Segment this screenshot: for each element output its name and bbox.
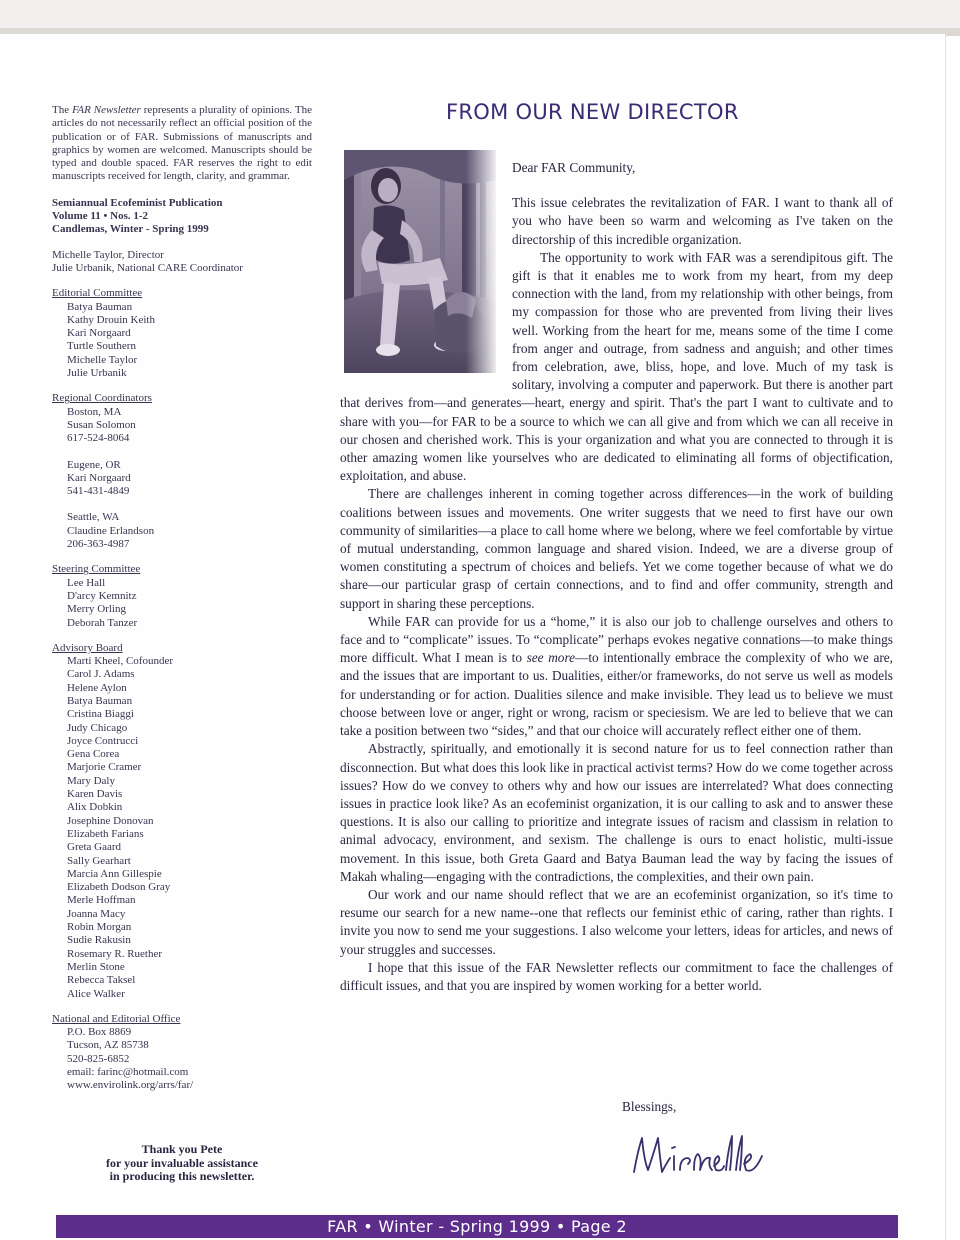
region-phone: 206-363-4987 xyxy=(67,538,130,551)
member-name: Josephine Donovan xyxy=(67,814,154,827)
member-name: Kari Norgaard xyxy=(67,327,131,340)
member-name: Lee Hall xyxy=(67,576,106,589)
masthead-column xyxy=(52,104,312,1093)
member-name: Marti Kheel, Cofounder xyxy=(67,655,173,668)
photo-wrap-space xyxy=(340,159,512,389)
member-name: Rebecca Taksel xyxy=(67,974,136,987)
steering-committee xyxy=(52,563,312,629)
member-name: Alice Walker xyxy=(67,987,125,1000)
region-coordinator: Susan Solomon xyxy=(67,418,136,431)
member-name: Julie Urbanik xyxy=(67,367,127,380)
letter-paragraph: This issue celebrates the revitalization of FAR. I want to thank all of you who have been so warm and welcoming as I've taken on the directorship of this incredible organization. xyxy=(512,195,893,247)
member-name: Judy Chicago xyxy=(67,721,128,734)
member-name: Joyce Contrucci xyxy=(67,734,139,747)
member-name: Marjorie Cramer xyxy=(67,761,142,774)
editorial-committee xyxy=(52,287,312,380)
advisory-board xyxy=(52,642,312,1001)
region-phone: 617-524-8064 xyxy=(67,432,130,445)
member-name: Karen Davis xyxy=(67,788,123,801)
salutation: Dear FAR Community, xyxy=(512,160,636,175)
member-name: Robin Morgan xyxy=(67,921,132,934)
letter-paragraph: The opportunity to work with FAR was a serendipitous gift. The gift is that it enables me to work from my heart, from my deep connection with the land, from my relationship with other beings, from my compassion for those who are prevented from living their lives well. Working from the heart for me, means some of the time I come from anger and outrage, from sadness and anguish; and other times from celebration, awe, bliss, hope, and love. Much of my task is solitary, involving a computer and paperwork. But there is another part that derives from—and generates—heart, energy and spirit. That's the part I want to cultivate and to share with you—for FAR to be a source to which we can all give and from which we can all receive in our chosen and cherished work. This is your organization and what you are connected to through it is other amazing women like yourselves who are dedicated to eliminating all forms of objectification, exploitation, and abuse. xyxy=(340,249,893,484)
member-name: Cristina Biaggi xyxy=(67,708,134,721)
region-city: Boston, MA xyxy=(67,405,122,418)
regional-coordinators xyxy=(52,392,312,551)
region-city: Seattle, WA xyxy=(67,511,120,524)
member-name: Rosemary R. Ruether xyxy=(67,947,163,960)
member-name: Deborah Tanzer xyxy=(67,616,138,629)
member-name: Joanna Macy xyxy=(67,907,126,920)
region-entry xyxy=(52,459,312,499)
letter-paragraph: Our work and our name should reflect that we are an ecofeminist organization, so it's time to resume our search for a new name--one that reflects our feminist ethic of caring, rather than rights. I invite you now to send me your suggestions. I also welcome your letters, ideas for articles, and news of your struggles and successes. xyxy=(340,886,893,957)
member-name: Marcia Ann Gillespie xyxy=(67,867,162,880)
newsletter-name: FAR Newsletter xyxy=(72,104,141,116)
letter-paragraph: There are challenges inherent in coming together across differences—in the work of building coalitions between issues and movements. One writer suggests that we need to first have our own community of similarities—a place to call home where we belong, where we feel comfortable by virtue of mutual understanding, common language and shared vision. Indeed, we are a diverse group of women constituting a spectrum of choices and beliefs. Yet we come together because of what we do share—our particular grasp of certain connections, and to find and offer community, strength and support in sharing these perceptions. xyxy=(340,486,893,611)
section-heading: Steering Committee xyxy=(52,563,141,576)
member-name: Sudie Rakusin xyxy=(67,934,131,947)
office-website: www.envirolink.org/arrs/far/ xyxy=(67,1079,194,1092)
thank-you-note: Thank you Pete for your invaluable assistance in producing this newsletter. xyxy=(106,1142,258,1183)
member-list xyxy=(52,577,312,630)
section-heading: National and Editorial Office xyxy=(52,1012,181,1025)
handwritten-signature xyxy=(628,1130,768,1185)
city-state-zip: Tucson, AZ 85738 xyxy=(67,1039,149,1052)
director-line: Michelle Taylor, Director xyxy=(52,248,164,261)
member-name: Merlin Stone xyxy=(67,960,125,973)
member-name: Mary Daly xyxy=(67,774,115,787)
scan-top-background xyxy=(0,0,960,30)
region-city: Eugene, OR xyxy=(67,458,121,471)
po-box: P.O. Box 8869 xyxy=(67,1026,132,1039)
member-name: Elizabeth Farians xyxy=(67,827,144,840)
letter-paragraph: While FAR can provide for us a “home,” it is also our job to challenge ourselves and others to face and to “complicate” issues. To “complicate” perhaps evokes negative connations—to make things more difficult. What I mean is to see more—to intentionally embrace the complexity of who we are, and the issues that are important to us. Dualities, either/or frameworks, do not serve us well as models for understanding or for action. Dualities silence and make invisible. They lead us to believe we must choose between love or anger, right or wrong, racism or speciesism. We are led to believe that we can take a position between two “sides,” and that our choice will accurately reflect either one of them. xyxy=(340,613,893,739)
staff-list xyxy=(52,249,312,276)
letter-paragraph: Abstractly, spiritually, and emotionally it is second nature for us to feel connection rather than disconnection. But what does this look like in practical activist terms? How do we come together across issues? How do we convey to others why and how our issues are interrelated? What does connecting issues in practice look like? As an ecofeminist organization, it is our calling to ask and to answer these questions. It is also our calling to prioritize and integrate issues of racism and classism in relation to animal advocacy, environment, and sexism. The challenge is ours to enact holistic, multi-issue movement. In this issue, both Greta Gaard and Batya Bauman lead the way by facing the issues of Makah whaling—engaging with the contradictions, the complexities, and their own pain. xyxy=(340,741,893,884)
page-footer-bar: FAR • Winter - Spring 1999 • Page 2 xyxy=(56,1215,898,1238)
member-name: D'arcy Kemnitz xyxy=(67,589,137,602)
member-list xyxy=(52,301,312,381)
region-entry xyxy=(52,511,312,551)
section-heading: Advisory Board xyxy=(52,641,123,654)
care-coordinator-line: Julie Urbanik, National CARE Coordinator xyxy=(52,261,243,274)
letter-paragraph: I hope that this issue of the FAR Newsletter reflects our commitment to face the challenges of difficult issues, and that you are inspired by women working for a better world. xyxy=(340,959,893,993)
signature-image xyxy=(628,1130,768,1180)
member-name: Carol J. Adams xyxy=(67,668,135,681)
office-phone: 520-825-6852 xyxy=(67,1052,130,1065)
member-name: Greta Gaard xyxy=(67,841,122,854)
section-heading: Editorial Committee xyxy=(52,287,143,300)
member-name: Alix Dobkin xyxy=(67,801,123,814)
member-name: Elizabeth Dodson Gray xyxy=(67,881,171,894)
region-entry xyxy=(52,406,312,446)
member-name: Sally Gearhart xyxy=(67,854,131,867)
director-letter xyxy=(340,159,893,995)
office-email: email: farinc@hotmail.com xyxy=(67,1066,189,1078)
disclaimer-text: The FAR Newsletter represents a plurality of opinions. The articles do not necessarily reflect an official position of the publication or of FAR. Submissions of manuscripts and graphics by women are welcomed. Manuscripts should be typed and double spaced. FAR reserves the right to edit manuscripts received for length, clarity, and grammar. xyxy=(52,104,312,183)
member-name: Kathy Drouin Keith xyxy=(67,313,155,326)
section-heading: Regional Coordinators xyxy=(52,392,152,405)
member-name: Batya Bauman xyxy=(67,694,133,707)
national-office xyxy=(52,1013,312,1093)
emphasis-text: see more xyxy=(526,650,576,666)
member-name: Turtle Southern xyxy=(67,340,136,353)
member-name: Gena Corea xyxy=(67,748,120,761)
publication-info: Semiannual Ecofeminist Publication Volume 11 • Nos. 1-2 Candlemas, Winter - Spring 1999 xyxy=(52,196,223,236)
address-lines xyxy=(52,1026,312,1092)
member-name: Batya Bauman xyxy=(67,300,133,313)
region-coordinator: Kari Norgaard xyxy=(67,471,131,484)
region-coordinator: Claudine Erlandson xyxy=(67,524,155,537)
region-phone: 541-431-4849 xyxy=(67,485,130,498)
member-name: Merry Orling xyxy=(67,603,126,616)
member-name: Michelle Taylor xyxy=(67,353,138,366)
member-name: Merle Hoffman xyxy=(67,894,136,907)
article-heading: FROM OUR NEW DIRECTOR xyxy=(446,100,739,124)
closing: Blessings, xyxy=(622,1099,677,1114)
member-name: Helene Aylon xyxy=(67,681,127,694)
member-list xyxy=(52,655,312,1001)
